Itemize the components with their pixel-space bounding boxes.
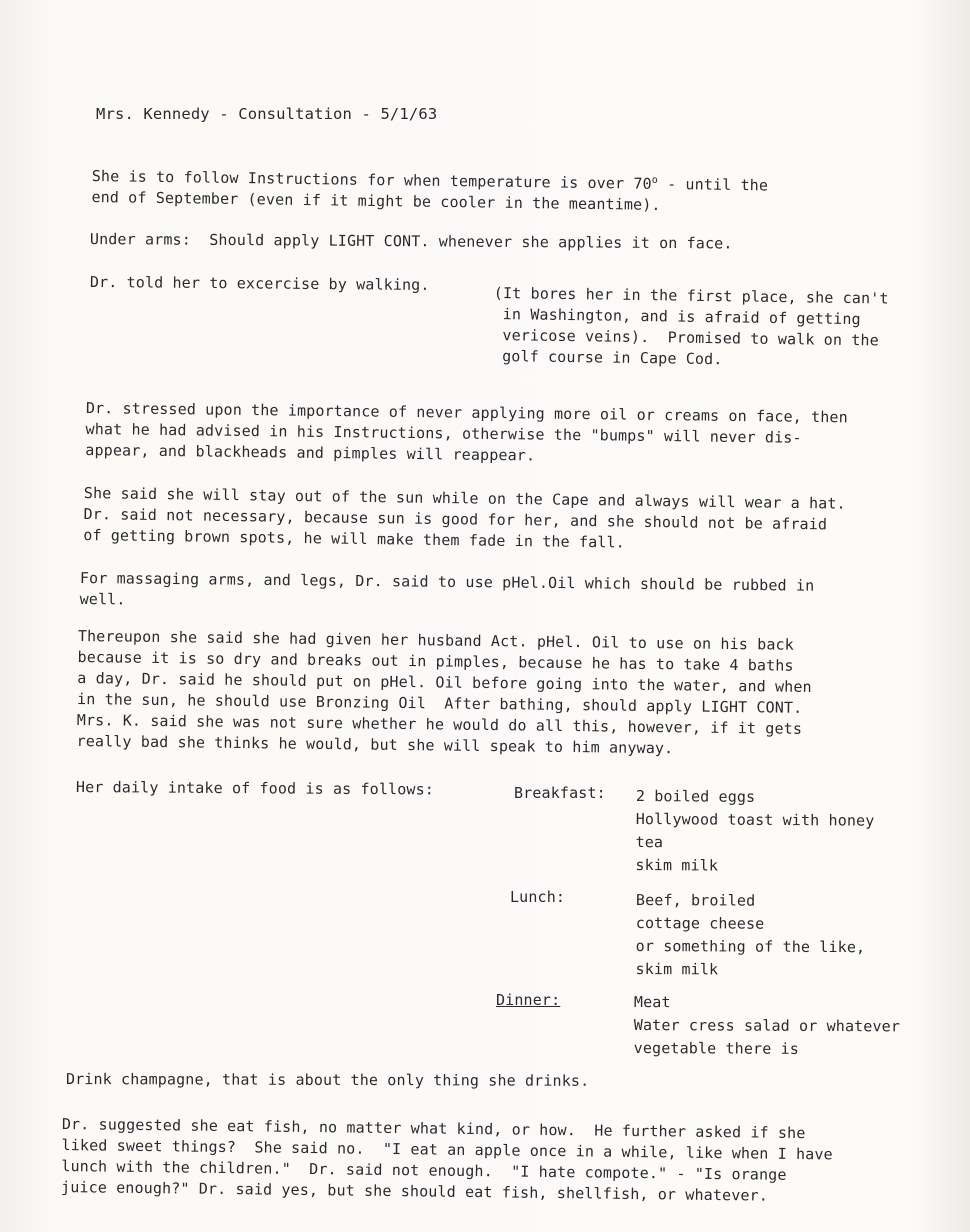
paragraph-temperature	[91, 162, 768, 217]
paragraph-sun: She said she will stay out of the sun while on the Cape and always will wear a hat. Dr. said not necessary, because sun is good for her, and she should not be afraid of getting brown spots, he will make them fade in the fall.	[83, 483, 846, 552]
paragraph-massage: For massaging arms, and legs, Dr. said to use pHel.Oil which should be rubbed in well.	[79, 568, 815, 609]
lunch-items: Beef, broiled cottage cheese or something of the like, skim milk	[635, 891, 866, 979]
dinner-items: Meat Water cress salad or whatever vegetable there is	[633, 993, 901, 1058]
breakfast-items: 2 boiled eggs Hollywood toast with honey tea skim milk	[635, 786, 875, 875]
paragraph-oil: Dr. stressed upon the importance of never applying more oil or creams on face, then what he had advised in his Instructions, otherwise the "bumps" will never dis- appear, and blackheads and pimples will reappear.	[85, 398, 848, 465]
temperature-line1: She is to follow Instructions for when temperature is over 70	[91, 166, 652, 193]
breakfast-label: Breakfast:	[514, 784, 606, 802]
food-intro: Her daily intake of food is as follows:	[75, 778, 435, 799]
document-header: Mrs. Kennedy - Consultation - 5/1/63	[96, 105, 438, 123]
exercise-label: Dr. told her to excercise by walking.	[89, 272, 430, 294]
temperature-line1-end: - until the	[657, 174, 769, 195]
lunch-label: Lunch:	[510, 888, 566, 906]
paragraph-husband: Thereupon she said she had given her husband Act. pHel. Oil to use on his back because it is so dry and breaks out in pimples, because he has to take 4 baths a day, Dr. said he should put on pHel. Oil before going into the water, and when in the sun, he should use Bronzing Oil After bathing, should apply LIGHT CONT. Mrs. K. said she was not sure whether he would do all this, however, if it gets really bad she thinks he would, but she will speak to him anyway.	[76, 626, 812, 758]
degree-mark: o	[651, 174, 659, 186]
exercise-note: (It bores her in the first place, she can't in Washington, and is afraid of getting vericose veins). Promised to walk on the golf course in Cape Cod.	[492, 283, 889, 369]
paragraph-underarms: Under arms: Should apply LIGHT CONT. whenever she applies it on face.	[89, 229, 733, 253]
dinner-label: Dinner:	[496, 991, 561, 1009]
paragraph-fish: Dr. suggested she eat fish, no matter what kind, or how. He further asked if she liked sweet things? She said no. "I eat an apple once in a while, like when I have lunch with the children." Dr. said not enough. "I hate compote." - "Is orange juice enough?" Dr. said yes, but she should eat fish, shellfish, or whatever.	[60, 1114, 833, 1205]
temperature-line2: end of September (even if it might be cooler in the meantime).	[91, 187, 661, 214]
paragraph-champagne: Drink champagne, that is about the only thing she drinks.	[65, 1070, 590, 1090]
